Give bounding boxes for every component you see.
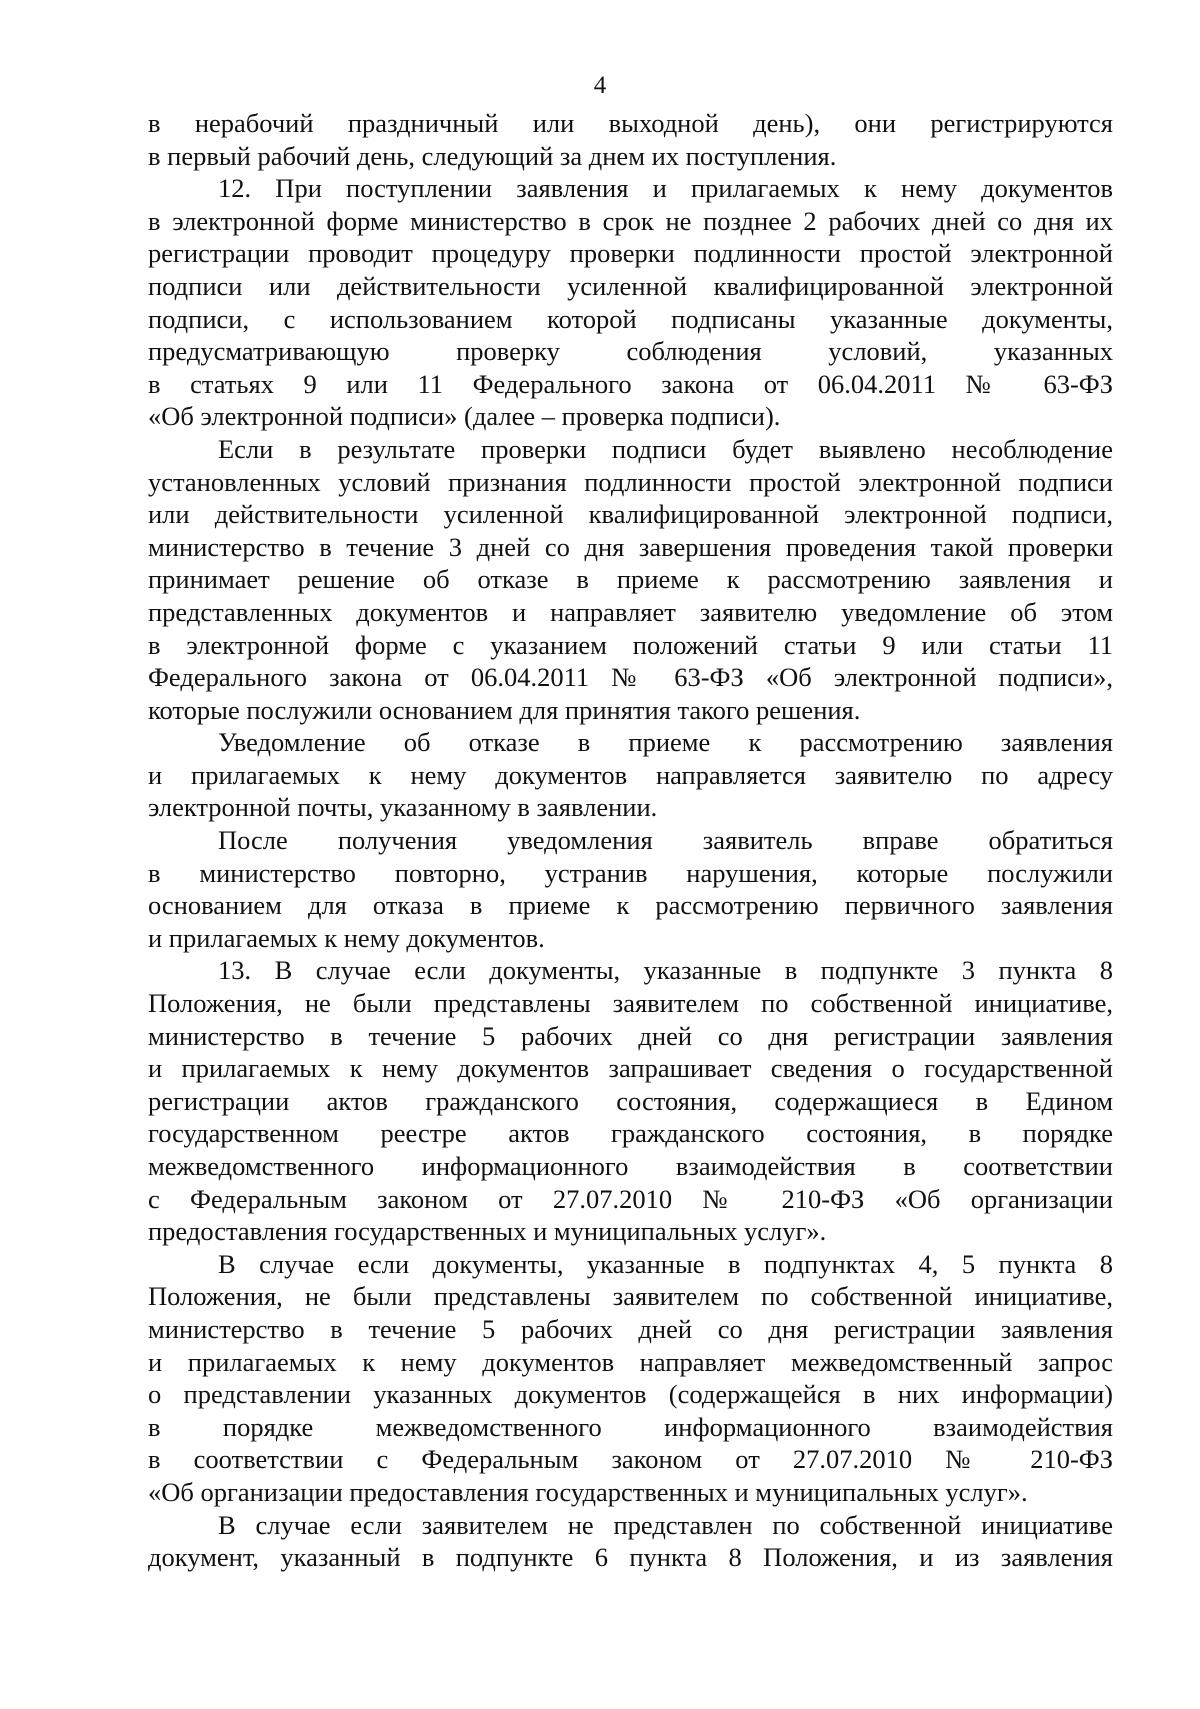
text-line: основанием для отказа в приеме к рассмотрению первичного заявления: [148, 890, 1113, 921]
text-line: подписи или действительности усиленной квалифицированной электронной: [148, 270, 1113, 301]
text-line: или действительности усиленной квалифицированной электронной подписи,: [148, 499, 1113, 530]
text-line: регистрации проводит процедуру проверки подлинности простой электронной: [148, 238, 1113, 269]
text-line: 12. При поступлении заявления и прилагаемых к нему документов: [218, 173, 1113, 204]
text-line: предусматривающую проверку соблюдения условий, указанных: [148, 336, 1113, 367]
text-line: установленных условий признания подлинности простой электронной подписи: [148, 466, 1113, 497]
text-line: о представлении указанных документов (содержащейся в них информации): [148, 1379, 1113, 1410]
text-line: В случае если документы, указанные в подпунктах 4, 5 пункта 8: [218, 1248, 1113, 1279]
text-line: подписи, с использованием которой подписаны указанные документы,: [148, 303, 1113, 334]
text-line: принимает решение об отказе в приеме к рассмотрению заявления и: [148, 564, 1113, 595]
text-line: «Об организации предоставления государственных и муниципальных услуг».: [148, 1476, 1028, 1507]
text-line: в соответствии с Федеральным законом от 27.07.2010 № 210-ФЗ: [148, 1444, 1113, 1475]
text-line: и прилагаемых к нему документов запрашивает сведения о государственной: [148, 1053, 1113, 1084]
text-line: 13. В случае если документы, указанные в подпункте 3 пункта 8: [218, 955, 1113, 986]
text-line: в электронной форме министерство в срок не позднее 2 рабочих дней со дня их: [148, 205, 1113, 236]
text-line: с Федеральным законом от 27.07.2010 № 210-ФЗ «Об организации: [148, 1183, 1113, 1214]
text-line: Федерального закона от 06.04.2011 № 63-ФЗ «Об электронной подписи»,: [148, 662, 1113, 693]
text-line: Уведомление об отказе в приеме к рассмотрению заявления: [218, 727, 1113, 758]
text-line: межведомственного информационного взаимодействия в соответствии: [148, 1151, 1113, 1181]
text-line: министерство в течение 5 рабочих дней со дня регистрации заявления: [148, 1313, 1113, 1344]
text-line: в первый рабочий день, следующий за днем их поступления.: [148, 140, 837, 171]
text-line: в порядке межведомственного информационного взаимодействия: [148, 1411, 1113, 1442]
text-line: министерство в течение 3 дней со дня завершения проведения такой проверки: [148, 531, 1113, 562]
text-line: Положения, не были представлены заявителем по собственной инициативе,: [148, 988, 1113, 1019]
text-line: министерство в течение 5 рабочих дней со дня регистрации заявления: [148, 1020, 1113, 1051]
text-line: предоставления государственных и муниципальных услуг».: [148, 1216, 827, 1247]
text-line: регистрации актов гражданского состояния, содержащиеся в Едином: [148, 1085, 1113, 1116]
text-line: Если в результате проверки подписи будет выявлено несоблюдение: [218, 433, 1113, 464]
text-line: электронной почты, указанному в заявлении.: [148, 792, 658, 823]
text-line: представленных документов и направляет заявителю уведомление об этом: [148, 596, 1113, 627]
text-line: «Об электронной подписи» (далее – проверка подписи).: [148, 401, 781, 432]
text-line: в министерство повторно, устранив нарушения, которые послужили: [148, 857, 1113, 888]
text-line: Положения, не были представлены заявителем по собственной инициативе,: [148, 1281, 1113, 1312]
text-line: В случае если заявителем не представлен по собственной инициативе: [218, 1509, 1113, 1540]
text-line: и прилагаемых к нему документов направляет межведомственный запрос: [148, 1346, 1113, 1377]
text-line: и прилагаемых к нему документов.: [148, 922, 545, 953]
text-line: в нерабочий праздничный или выходной день), они регистрируются: [148, 108, 1113, 138]
text-line: которые послужили основанием для принятия такого решения.: [148, 694, 861, 725]
text-line: и прилагаемых к нему документов направляется заявителю по адресу: [148, 759, 1113, 790]
page-number: 4: [593, 72, 607, 99]
text-line: в статьях 9 или 11 Федерального закона от 06.04.2011 № 63-ФЗ: [148, 368, 1113, 399]
text-line: После получения уведомления заявитель вправе обратиться: [218, 825, 1113, 856]
text-line: в электронной форме с указанием положений статьи 9 или статьи 11: [148, 629, 1113, 660]
document-body: [148, 107, 1113, 1574]
text-line: государственном реестре актов гражданского состояния, в порядке: [148, 1118, 1113, 1149]
text-line: документ, указанный в подпункте 6 пункта 8 Положения, и из заявления: [148, 1542, 1113, 1573]
